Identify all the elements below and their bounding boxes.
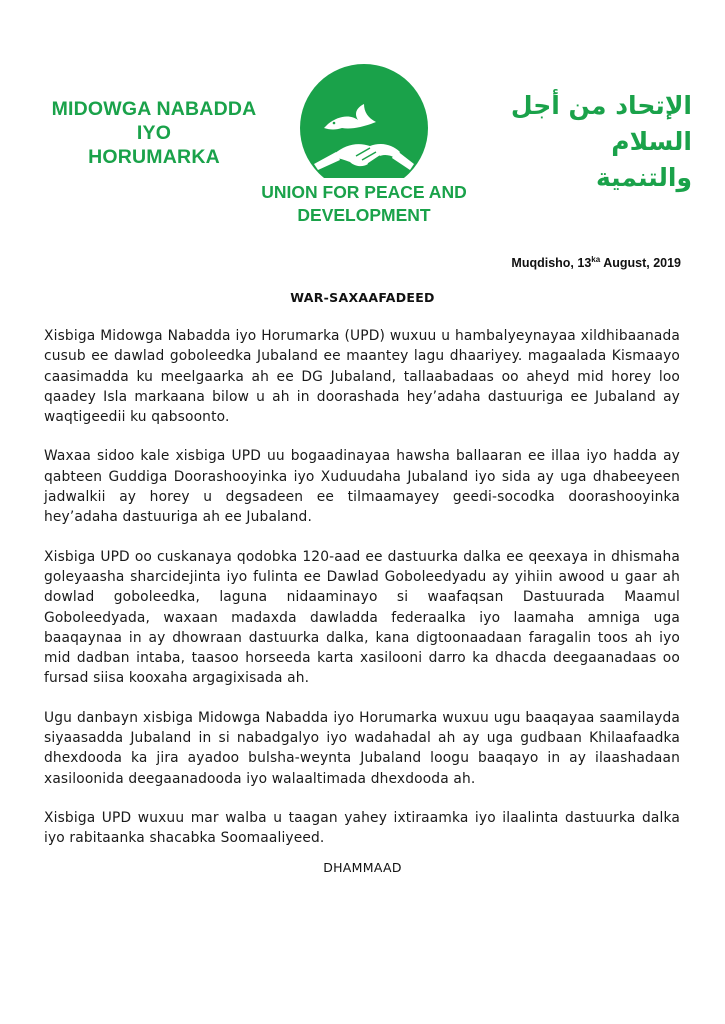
document-title: WAR-SAXAAFADEED <box>290 290 435 305</box>
org-name-english-line2: DEVELOPMENT <box>297 205 431 225</box>
org-name-somali-line1: MIDOWGA NABADDA IYO <box>51 98 257 144</box>
closing-mark: DHAMMAAD <box>323 860 402 875</box>
dove-handshake-logo-icon <box>284 64 444 186</box>
org-name-arabic-line2: والتنمية <box>595 163 692 192</box>
org-name-arabic-line1: الإتحاد من أجل السلام <box>510 91 692 156</box>
org-name-somali-line2: HORUMARKA <box>88 146 220 168</box>
org-name-somali <box>44 97 264 169</box>
paragraph-4: Ugu danbayn xisbiga Midowga Nabadda iyo Horumarka wuxuu ugu baaqayaa saamilayda siyaasadda Jubaland in si nabadgalyo iyo wadahadal ah ay uga gudbaan Khilaafaadka dhexdooda ka jira ayadoo bulsha-weynta Jubaland loogu baaqayo in ay ilaashadaan xasiloonida deegaanadooda iyo walaaltimada dhexdooda ah. <box>44 709 680 787</box>
paragraph-3: Xisbiga UPD oo cuskanaya qodobka 120-aad ee dastuurka dalka ee qeexaya in dhismaha goleyaasha sharcidejinta iyo fulinta ee Dawlad Goboleedyadu ay yihiin awood u gaar ah dowlad goboleedka, laguna nidaaminayo si waafaqsan Dastuurada Maamul Goboleedyada, waxaan madaxda dawladda federaalka iyo laamaha amniga uga baaqaynaa in ay dhowraan dastuurka dalka, kana digtoonaadaan faragalin toos ah iyo mid dadban intaba, taasoo horseeda karta xasilooni darro ka dhacda deegaanadaas oo fursad siisa kooxaha argagixisada ah. <box>44 548 680 687</box>
dateline-rest: August, 2019 <box>600 256 681 270</box>
org-name-english-line1: UNION FOR PEACE AND <box>261 182 467 202</box>
paragraph-1: Xisbiga Midowga Nabadda iyo Horumarka (UPD) wuxuu u hambalyeynayaa xildhibaanada cusub ee dawlad goboleedka Jubaland ee maantey lagu dhaariyey. magaalada Kismaayo caasimadda ku meelgaarka ah ee DG Jubaland, tallaabadaas oo aheyd mid horey loo qaadey Isla markaana bilow u ah in doorashada hey’adaha dastuuriga ee Jubaland ay waqtigeedii ku qabsoonto. <box>44 328 680 426</box>
paragraph-2: Waxaa sidoo kale xisbiga UPD uu bogaadinayaa hawsha ballaaran ee illaa iyo hadda ay qabteen Guddiga Doorashooyinka iyo Xuduudaha Jubaland iyo sida ay uga dhabeeyeen jadwalkii ay horey u degsadeen ee tilmaamayey geedi-socodka doorashooyinka hey’adaha dastuuriga ah ee Jubaland. <box>44 448 680 526</box>
document-body <box>44 326 680 868</box>
org-name-arabic <box>452 88 692 196</box>
dateline-ordinal: ka <box>591 255 601 264</box>
dateline <box>511 255 681 270</box>
paragraph-5: Xisbiga UPD wuxuu mar walba u taagan yahey ixtiraamka iyo ilaalinta dastuurka dalka iyo rabitaanka shacabka Soomaaliyeed. <box>44 809 680 847</box>
org-name-english <box>244 181 484 227</box>
dateline-place: Muqdisho, 13 <box>511 256 592 270</box>
